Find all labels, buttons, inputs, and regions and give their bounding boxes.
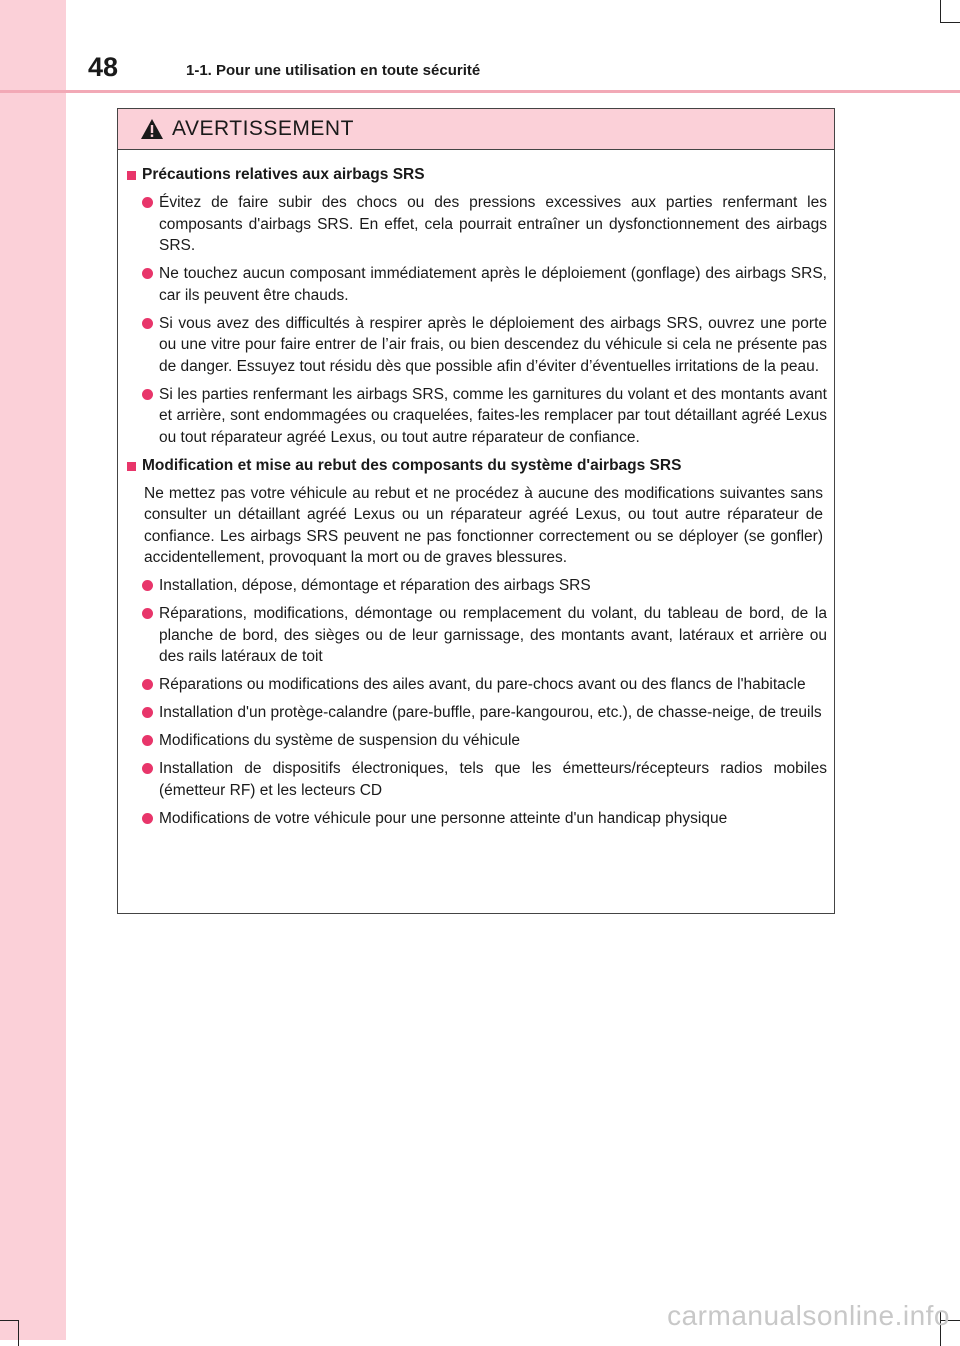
list-item: Modifications de votre véhicule pour une personne atteinte d'un handicap physique [127, 808, 827, 830]
warning-title: AVERTISSEMENT [172, 117, 354, 140]
list-item: Évitez de faire subir des chocs ou des pressions excessives aux parties renfermant les composants d'airbags SRS. En effet, cela pourrait entraîner un dysfonctionnement des airbags SRS. [127, 192, 827, 257]
list-item: Réparations, modifications, démontage ou remplacement du volant, du tableau de bord, de la planche de bord, des sièges ou de leur garnissage, des montants avant, latéraux et arrière ou des rails latéraux de toit [127, 603, 827, 668]
crop-mark [18, 1320, 19, 1346]
list-item: Installation d'un protège-calandre (pare-buffle, pare-kangourou, etc.), de chasse-neige, de treuils [127, 702, 827, 724]
warning-body [118, 150, 834, 829]
round-bullet-icon [142, 763, 153, 774]
warning-triangle-icon [140, 118, 164, 140]
list-item: Ne touchez aucun composant immédiatement après le déploiement (gonflage) des airbags SRS, car ils peuvent être chauds. [127, 263, 827, 306]
round-bullet-icon [142, 813, 153, 824]
round-bullet-icon [142, 735, 153, 746]
warning-box [117, 108, 835, 914]
list-item: Réparations ou modifications des ailes avant, du pare-chocs avant ou des flancs de l'habitacle [127, 674, 827, 696]
round-bullet-icon [142, 580, 153, 591]
square-bullet-icon [127, 462, 136, 471]
round-bullet-icon [142, 268, 153, 279]
list-item: Si les parties renfermant les airbags SRS, comme les garnitures du volant et des montants avant et arrière, sont endommagées ou craquelées, faites-les remplacer par tout détaillant agréé Lexus ou tout réparateur agréé Lexus, ou tout autre réparateur de confiance. [127, 384, 827, 449]
round-bullet-icon [142, 679, 153, 690]
crop-mark [940, 0, 941, 22]
crop-mark [940, 22, 960, 23]
list-item: Si vous avez des difficultés à respirer après le déploiement des airbags SRS, ouvrez une porte ou une vitre pour faire entrer de l’air frais, ou bien descendez du véhicule si cela ne présente pas de danger. Essuyez tout résidu dès que possible afin d’éviter d’éventuelles irritations de la peau. [127, 313, 827, 378]
list-item: Installation, dépose, démontage et réparation des airbags SRS [127, 575, 827, 597]
section-intro: Ne mettez pas votre véhicule au rebut et ne procédez à aucune des modifications suivantes sans consulter un détaillant agréé Lexus ou un réparateur agréé Lexus, ou tout autre réparateur de confiance. Les airbags SRS peuvent ne pas fonctionner correctement ou se déployer (se gonfler) accidentellement, provoquant la mort ou de graves blessures. [144, 484, 823, 566]
square-bullet-icon [127, 171, 136, 180]
watermark: carmanualsonline.info [667, 1300, 950, 1331]
round-bullet-icon [142, 608, 153, 619]
round-bullet-icon [142, 707, 153, 718]
section-heading: Modification et mise au rebut des composants du système d'airbags SRS [127, 455, 827, 477]
side-tab-strip [0, 0, 66, 1340]
round-bullet-icon [142, 318, 153, 329]
round-bullet-icon [142, 197, 153, 208]
list-item: Modifications du système de suspension du véhicule [127, 730, 827, 752]
header-rule [0, 90, 960, 93]
section-heading: Précautions relatives aux airbags SRS [127, 164, 827, 186]
section-title: 1-1. Pour une utilisation en toute sécurité [186, 62, 481, 79]
warning-header [118, 109, 834, 150]
list-item: Installation de dispositifs électroniques, tels que les émetteurs/récepteurs radios mobiles (émetteur RF) et les lecteurs CD [127, 758, 827, 801]
page-number: 48 [88, 52, 119, 82]
round-bullet-icon [142, 389, 153, 400]
crop-mark [0, 1320, 18, 1321]
